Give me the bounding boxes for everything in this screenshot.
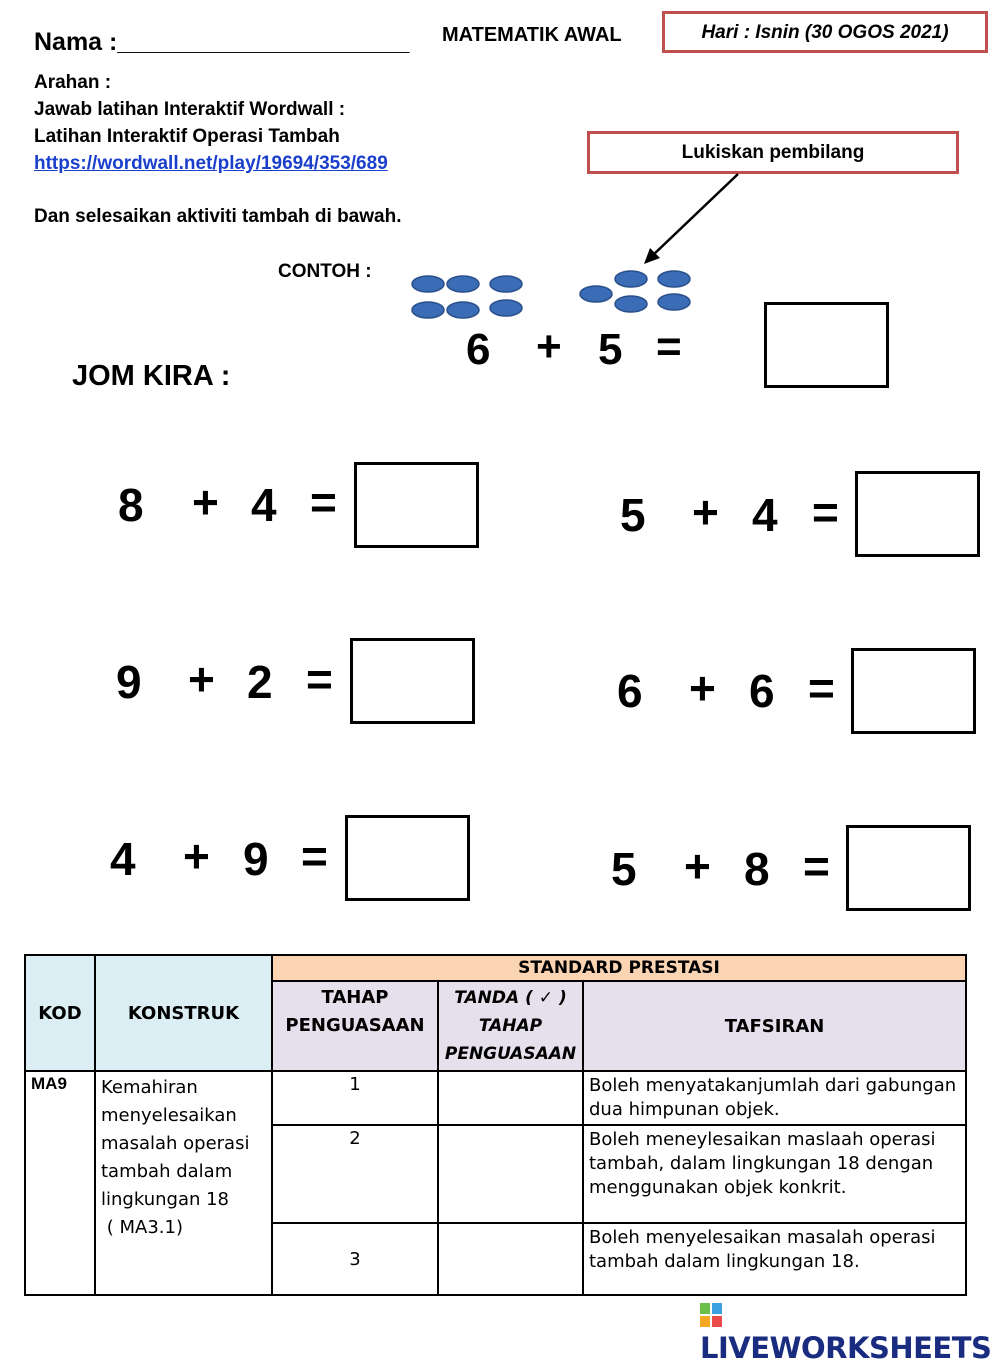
instruction-heading: Arahan : xyxy=(34,72,112,93)
tafsiran-header: TAFSIRAN xyxy=(583,981,966,1071)
standard-prestasi-table xyxy=(24,954,967,1296)
counter-b-4 xyxy=(615,296,647,312)
standard-prestasi-header: STANDARD PRESTASI xyxy=(272,955,966,981)
exercise-1-operand-a: 8 xyxy=(118,479,144,531)
counter-b-5 xyxy=(658,294,690,310)
kod-cell: MA9 xyxy=(25,1071,95,1295)
counter-b-3 xyxy=(658,271,690,287)
exercise-4-operand-a: 6 xyxy=(617,665,643,717)
tick-icon: ✓ xyxy=(538,988,554,1008)
exercise-5-operand-a: 4 xyxy=(110,833,136,885)
exercise-1-answer-box[interactable] xyxy=(354,462,479,548)
jom-kira-label: JOM KIRA xyxy=(72,360,213,392)
tick-cell-level-1[interactable] xyxy=(438,1071,583,1125)
instruction-line-2: Latihan Interaktif Operasi Tambah xyxy=(34,126,340,147)
level-3-cell: 3 xyxy=(272,1223,438,1295)
counter-a-3 xyxy=(490,276,522,292)
instruction-line-1: Jawab latihan Interaktif Wordwall : xyxy=(34,99,346,120)
liveworksheets-logo xyxy=(700,1297,1000,1365)
example-counters xyxy=(400,266,700,326)
tanda-prefix: TANDA ( xyxy=(454,988,533,1008)
example-answer-box[interactable] xyxy=(764,302,889,388)
wordwall-link[interactable]: https://wordwall.net/play/19694/353/689 xyxy=(34,153,388,174)
exercise-6-operand-b: 8 xyxy=(744,843,770,895)
kod-header: KOD xyxy=(25,955,95,1071)
exercise-3-operand-b: 2 xyxy=(247,656,273,708)
example-colon: : xyxy=(365,261,372,282)
example-label-text: CONTOH xyxy=(278,261,360,282)
tafsiran-3-cell: Boleh menyelesaikan masalah operasi tambah dalam lingkungan 18. xyxy=(583,1223,966,1295)
exercise-5-answer-box[interactable] xyxy=(345,815,470,901)
tafsiran-1-cell: Boleh menyatakanjumlah dari gabungan dua himpunan objek. xyxy=(583,1071,966,1125)
exercise-4-operand-b: 6 xyxy=(749,665,775,717)
exercise-6-operand-a: 5 xyxy=(611,843,637,895)
counter-a-5 xyxy=(447,302,479,318)
konstruk-header: KONSTRUK xyxy=(95,955,272,1071)
konstruk-text: Kemahiran menyelesaikan masalah operasi tambah dalam lingkungan 18 xyxy=(101,1077,250,1210)
tanda-rest: TAHAP PENGUASAAN xyxy=(444,1016,577,1064)
tick-cell-level-3[interactable] xyxy=(438,1223,583,1295)
exercise-3-operand-a: 9 xyxy=(116,656,142,708)
tahap-header: TAHAP PENGUASAAN xyxy=(272,981,438,1071)
exercise-4-equals: = xyxy=(808,662,835,714)
exercise-5-plus: + xyxy=(183,830,210,882)
counter-a-2 xyxy=(447,276,479,292)
exercise-3-answer-box[interactable] xyxy=(350,638,475,724)
exercise-2-operand-a: 5 xyxy=(620,489,646,541)
exercise-3-plus: + xyxy=(188,653,215,705)
exercise-5-operand-b: 9 xyxy=(243,833,269,885)
tick-cell-level-2[interactable] xyxy=(438,1125,583,1223)
counter-a-6 xyxy=(490,300,522,316)
example-operand-b: 5 xyxy=(598,325,623,374)
name-line: _____________________ xyxy=(117,28,410,56)
exercise-6-answer-box[interactable] xyxy=(846,825,971,911)
subject-title: MATEMATIK AWAL xyxy=(442,24,622,46)
exercise-6-equals: = xyxy=(803,840,830,892)
date-box: Hari : Isnin (30 OGOS 2021) xyxy=(662,11,988,53)
level-2-cell: 2 xyxy=(272,1125,438,1223)
tanda-suffix: ) xyxy=(558,988,567,1008)
exercise-2-equals: = xyxy=(812,486,839,538)
counter-b-1 xyxy=(580,286,612,302)
liveworksheets-icon xyxy=(700,1303,722,1327)
exercise-4-plus: + xyxy=(689,662,716,714)
konstruk-ref: ( MA3.1) xyxy=(106,1217,183,1238)
exercise-1-plus: + xyxy=(192,476,219,528)
exercise-1-equals: = xyxy=(310,476,337,528)
tafsiran-2-cell: Boleh meneylesaikan maslaah operasi tambah, dalam lingkungan 18 dengan menggunakan objek konkrit. xyxy=(583,1125,966,1223)
jom-kira-colon: : xyxy=(220,360,231,392)
name-label: Nama : xyxy=(34,28,118,56)
exercise-2-answer-box[interactable] xyxy=(855,471,980,557)
level-1-cell: 1 xyxy=(272,1071,438,1125)
example-label xyxy=(278,261,372,283)
hint-box: Lukiskan pembilang xyxy=(587,131,959,174)
exercise-5-equals: = xyxy=(301,830,328,882)
liveworksheets-brand: LIVEWORKSHEETS xyxy=(700,1331,992,1365)
instruction-line-3: Dan selesaikan aktiviti tambah di bawah. xyxy=(34,206,402,227)
tanda-header xyxy=(438,981,583,1071)
hint-arrow xyxy=(630,170,750,270)
counter-a-1 xyxy=(412,276,444,292)
konstruk-cell xyxy=(95,1071,272,1295)
example-operand-a: 6 xyxy=(466,325,491,374)
exercise-6-plus: + xyxy=(684,840,711,892)
jom-kira-heading xyxy=(72,360,230,393)
example-equals: = xyxy=(656,322,682,371)
counter-b-2 xyxy=(615,271,647,287)
exercise-1-operand-b: 4 xyxy=(251,479,277,531)
exercise-4-answer-box[interactable] xyxy=(851,648,976,734)
exercise-2-plus: + xyxy=(692,486,719,538)
counter-a-4 xyxy=(412,302,444,318)
exercise-2-operand-b: 4 xyxy=(752,489,778,541)
exercise-3-equals: = xyxy=(306,653,333,705)
name-field[interactable] xyxy=(34,28,409,57)
example-plus: + xyxy=(536,322,562,371)
